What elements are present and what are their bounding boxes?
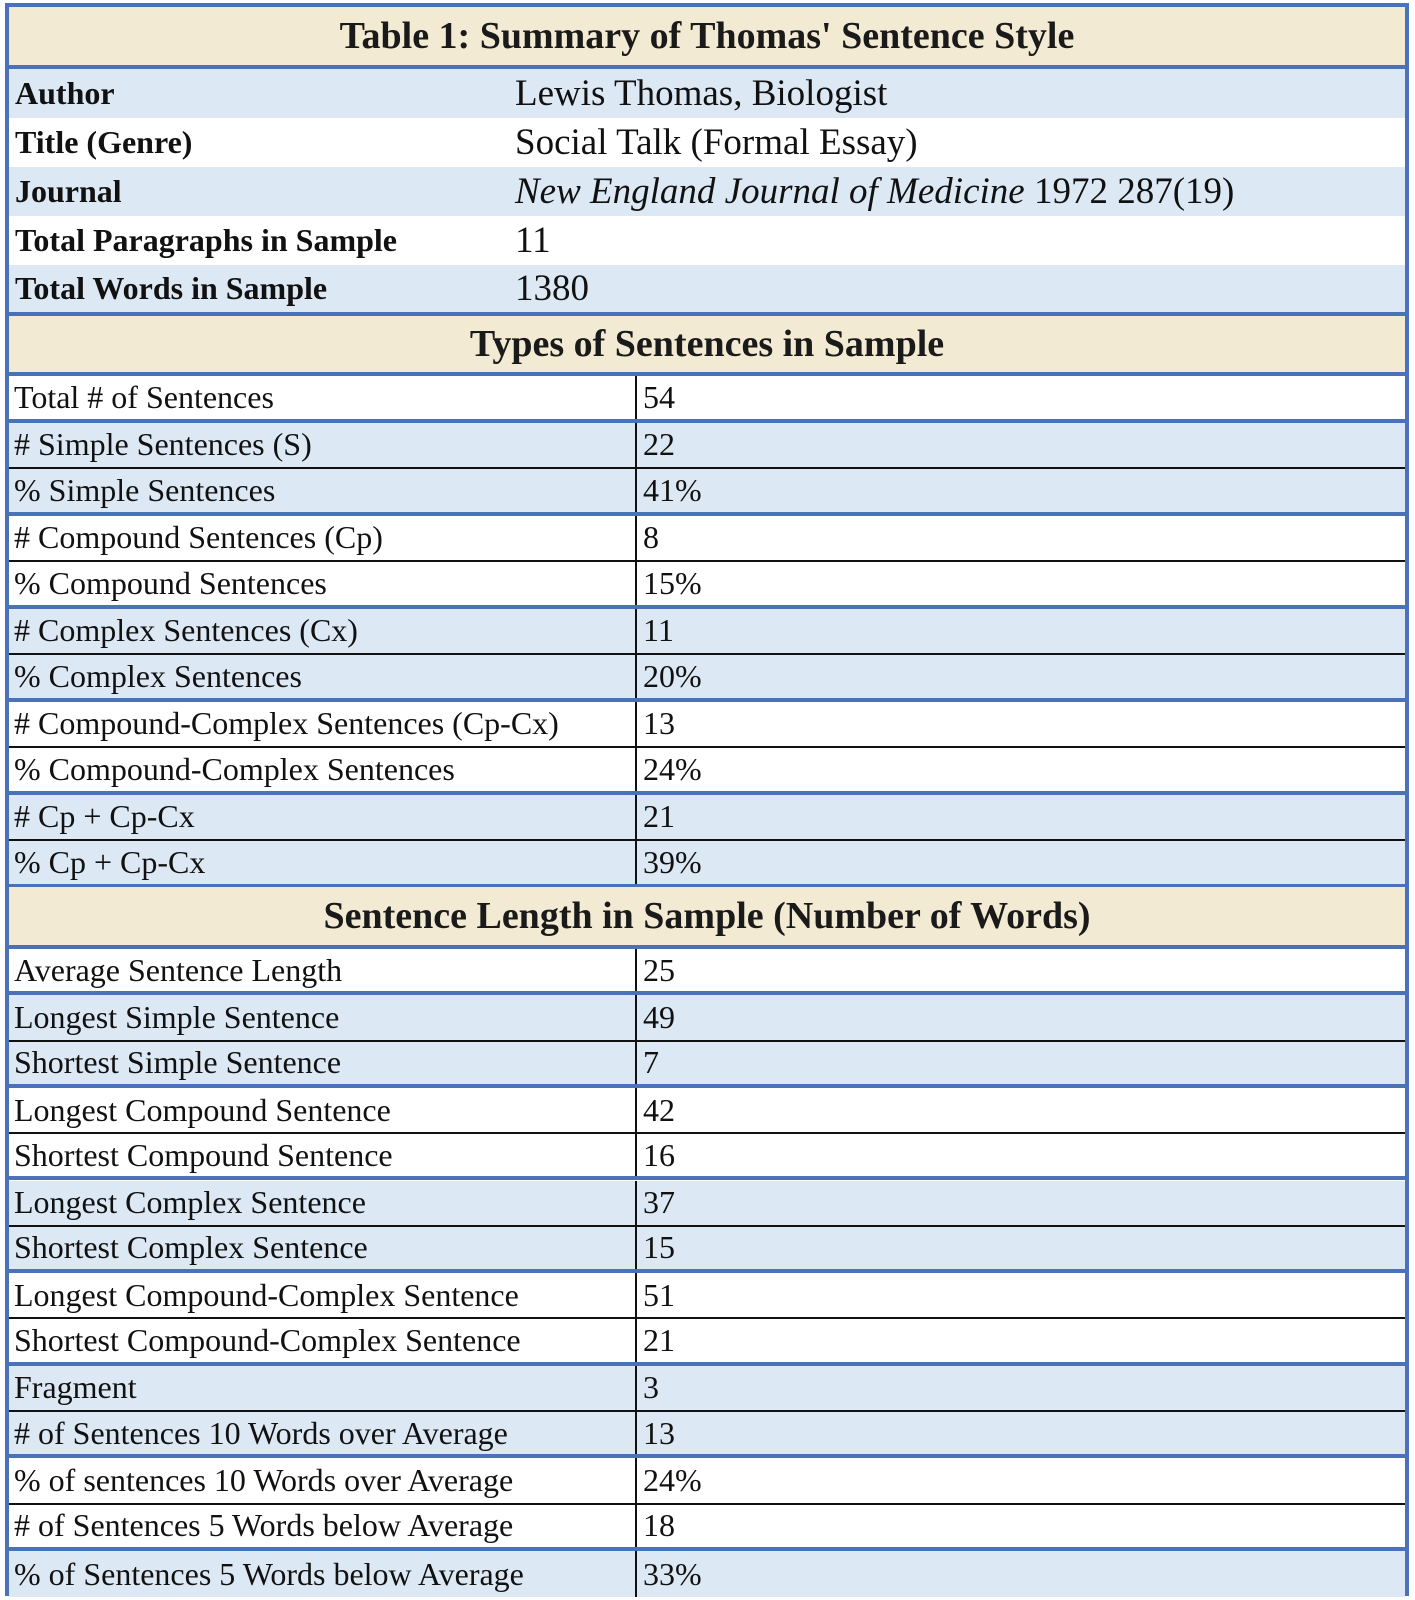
summary-table (5, 3, 1409, 1596)
row-label: Shortest Complex Sentence (9, 1227, 637, 1269)
table-row (9, 423, 1405, 470)
row-value: 8 (643, 519, 659, 556)
row-value: 7 (643, 1044, 659, 1081)
info-label: Total Words in Sample (15, 270, 328, 306)
row-value: 54 (643, 378, 675, 415)
row-value: 39% (643, 843, 702, 880)
row-value: 3 (643, 1369, 659, 1406)
row-label: Shortest Compound Sentence (9, 1134, 637, 1176)
row-label: % Cp + Cp-Cx (9, 841, 637, 884)
info-row-words (9, 265, 1405, 316)
table-row (9, 562, 1405, 609)
row-label: Longest Compound-Complex Sentence (9, 1273, 637, 1317)
row-label: % of sentences 10 Words over Average (9, 1458, 637, 1502)
row-value: 21 (643, 798, 675, 835)
info-row-title (9, 118, 1405, 167)
table-row (9, 795, 1405, 842)
table-row (9, 1042, 1405, 1088)
table-row (9, 469, 1405, 516)
table-row (9, 1458, 1405, 1504)
row-value: 49 (643, 998, 675, 1035)
table-row (9, 609, 1405, 656)
journal-citation: 1972 287(19) (1024, 171, 1235, 212)
info-label: Author (15, 75, 115, 111)
row-value: 24% (643, 750, 702, 787)
row-value: 22 (643, 426, 675, 463)
row-value: 15% (643, 564, 702, 601)
row-label: % Simple Sentences (9, 469, 637, 512)
row-value: 13 (643, 1414, 675, 1451)
row-label: % Complex Sentences (9, 655, 637, 698)
row-label: Average Sentence Length (9, 949, 637, 991)
row-label: % Compound-Complex Sentences (9, 748, 637, 791)
table-row (9, 702, 1405, 749)
row-label: # Compound-Complex Sentences (Cp-Cx) (9, 702, 637, 747)
info-value: 1380 (515, 268, 589, 309)
info-value: 11 (515, 220, 551, 261)
length-heading: Sentence Length in Sample (Number of Words) (9, 887, 1405, 949)
table-row (9, 1273, 1405, 1319)
table-row (9, 1505, 1405, 1551)
table-row (9, 995, 1405, 1041)
row-value: 41% (643, 471, 702, 508)
row-value: 25 (643, 951, 675, 988)
row-label: # Cp + Cp-Cx (9, 795, 637, 840)
row-value: 16 (643, 1136, 675, 1173)
table-row (9, 1319, 1405, 1365)
row-label: Longest Simple Sentence (9, 995, 637, 1039)
row-value: 21 (643, 1322, 675, 1359)
row-label: # Complex Sentences (Cx) (9, 609, 637, 654)
row-value: 13 (643, 705, 675, 742)
table-row (9, 655, 1405, 702)
row-value: 42 (643, 1091, 675, 1128)
row-label: Shortest Compound-Complex Sentence (9, 1319, 637, 1361)
info-value: Social Talk (Formal Essay) (515, 122, 918, 163)
info-value (515, 170, 1234, 213)
row-value: 20% (643, 657, 702, 694)
table-row (9, 748, 1405, 795)
row-value: 51 (643, 1276, 675, 1313)
journal-name: New England Journal of Medicine (515, 171, 1025, 212)
table-row (9, 1134, 1405, 1180)
table-row (9, 1227, 1405, 1273)
info-row-author (9, 69, 1405, 118)
row-value: 33% (643, 1555, 702, 1592)
table-row (9, 841, 1405, 888)
row-value: 24% (643, 1461, 702, 1498)
row-label: % Compound Sentences (9, 562, 637, 605)
row-label: % of Sentences 5 Words below Average (9, 1551, 637, 1597)
row-label: Longest Compound Sentence (9, 1088, 637, 1132)
row-label: # of Sentences 5 Words below Average (9, 1505, 637, 1547)
row-label: # Simple Sentences (S) (9, 423, 637, 468)
table-row (9, 1181, 1405, 1227)
info-label: Total Paragraphs in Sample (15, 222, 397, 258)
types-heading: Types of Sentences in Sample (9, 316, 1405, 376)
table-title: Table 1: Summary of Thomas' Sentence Style (9, 7, 1405, 69)
row-label: Shortest Simple Sentence (9, 1042, 637, 1084)
row-value: 37 (643, 1184, 675, 1221)
row-value: 18 (643, 1507, 675, 1544)
info-row-journal (9, 167, 1405, 216)
info-label: Title (Genre) (15, 124, 193, 160)
table-row (9, 1088, 1405, 1134)
row-label: # of Sentences 10 Words over Average (9, 1412, 637, 1454)
info-value: Lewis Thomas, Biologist (515, 73, 888, 114)
row-label: Longest Complex Sentence (9, 1181, 637, 1225)
row-label: Total # of Sentences (9, 376, 637, 419)
info-row-paragraphs (9, 216, 1405, 265)
table-row (9, 949, 1405, 995)
table-row (9, 376, 1405, 423)
row-label: # Compound Sentences (Cp) (9, 516, 637, 561)
info-label: Journal (15, 173, 122, 209)
table-row (9, 1366, 1405, 1412)
row-value: 15 (643, 1229, 675, 1266)
row-label: Fragment (9, 1366, 637, 1410)
table-row (9, 516, 1405, 563)
row-value: 11 (643, 612, 674, 649)
table-row (9, 1412, 1405, 1458)
table-row (9, 1551, 1405, 1597)
